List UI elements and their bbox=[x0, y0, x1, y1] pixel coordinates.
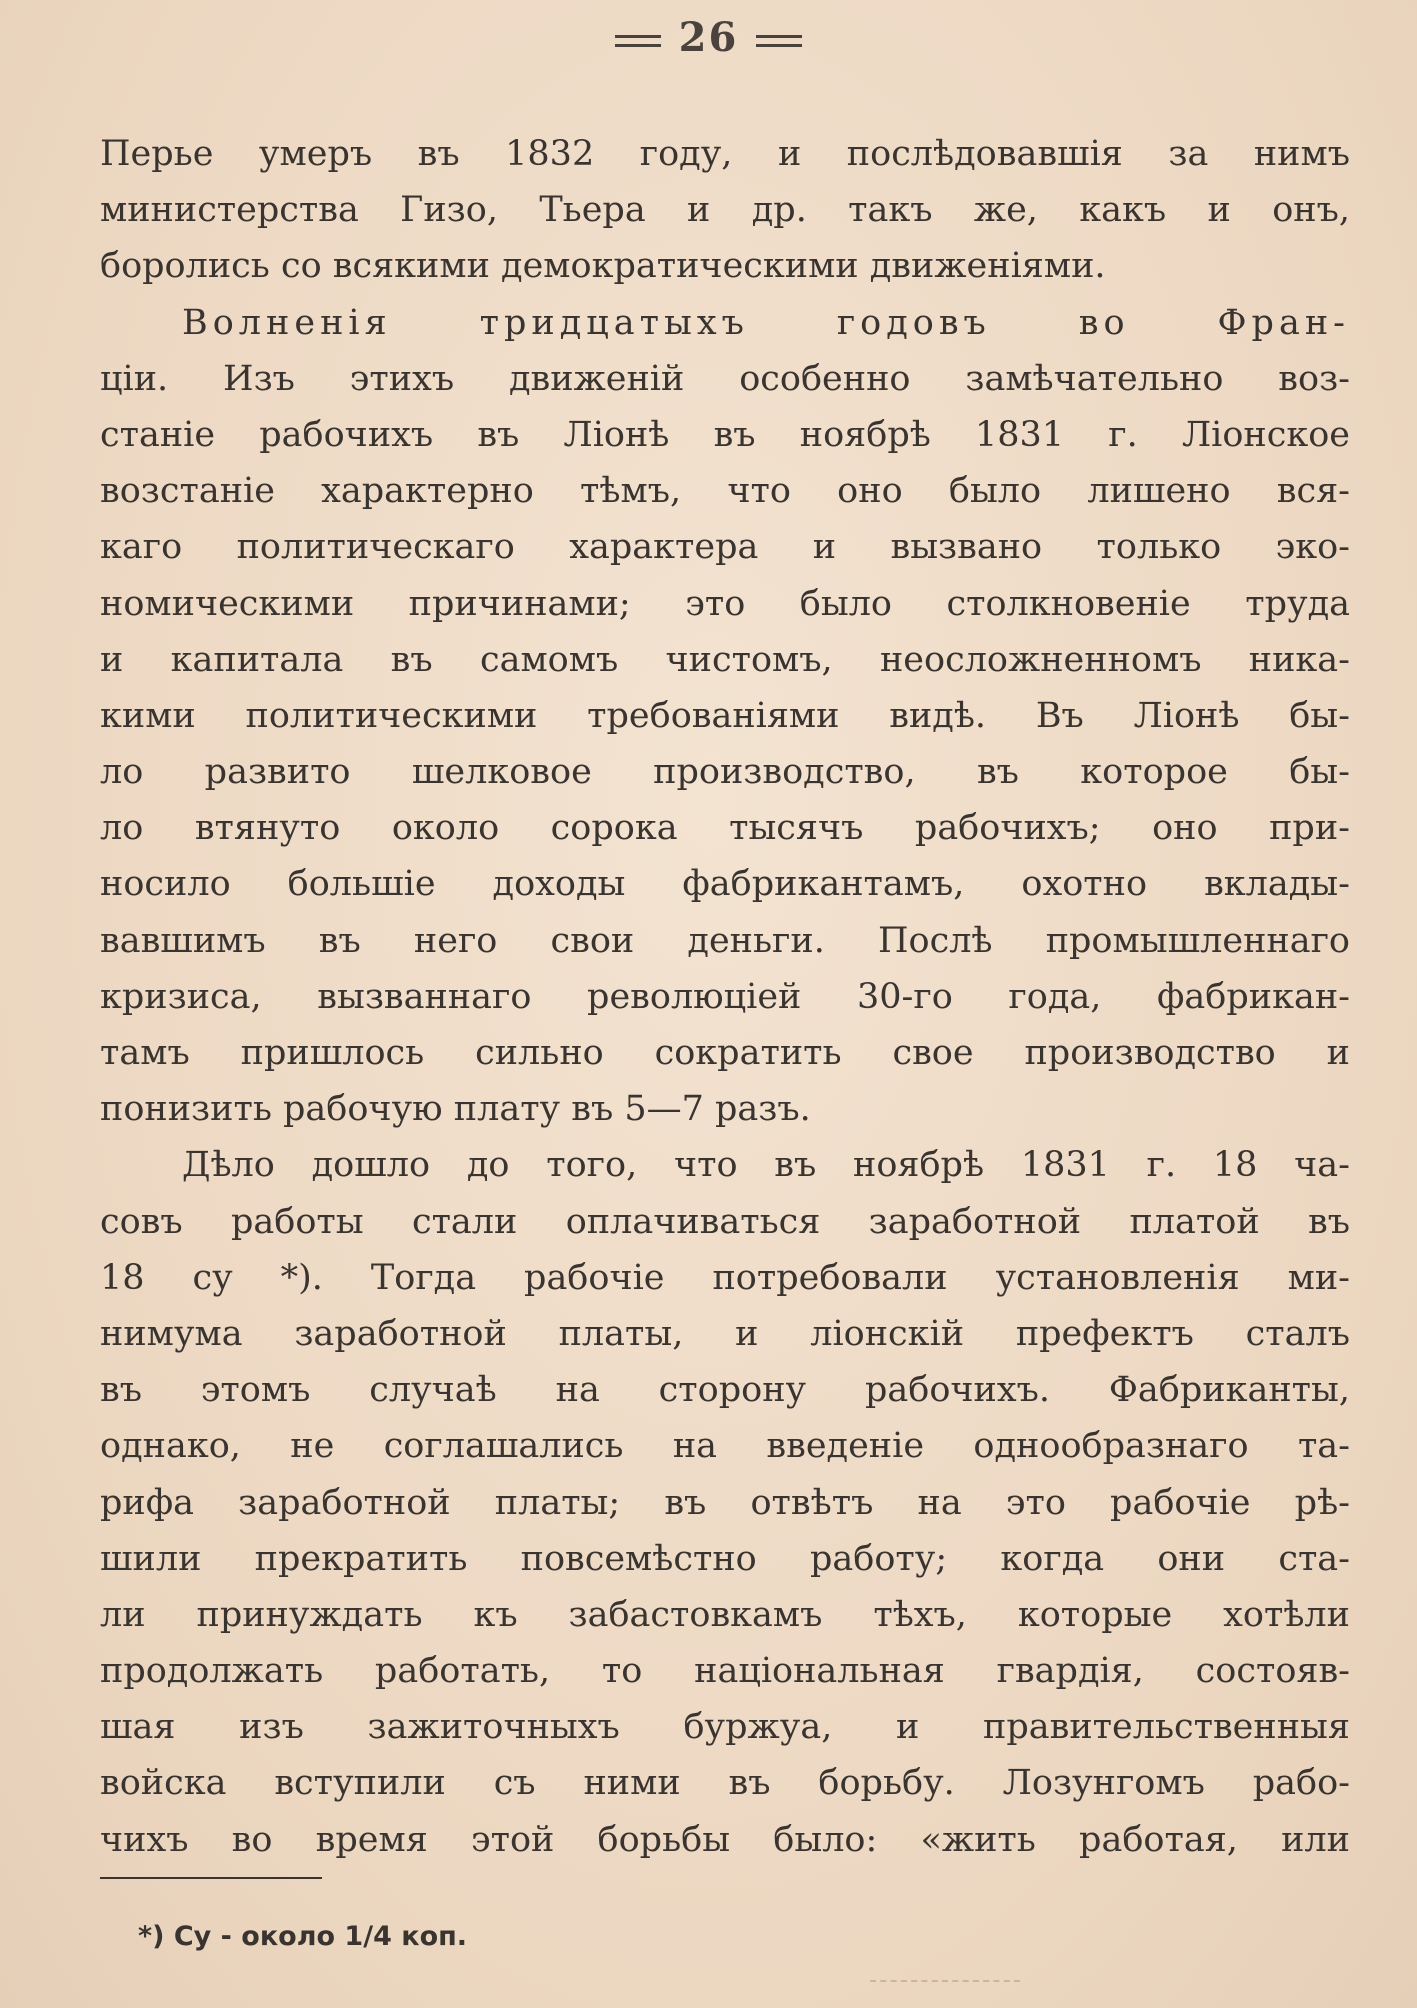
text-line: продолжать работать, то національная гвардія, состояв- bbox=[100, 1651, 1350, 1692]
text-line: кризиса, вызваннаго революціей 30-го года, фабрикан- bbox=[100, 976, 1350, 1017]
text-line: ли принуждать къ забастовкамъ тѣхъ, которые хотѣли bbox=[100, 1594, 1350, 1635]
text-line: Волненія тридцатыхъ годовъ во Фран- bbox=[182, 302, 1350, 343]
text-line: шили прекратить повсемѣстно работу; когда они ста- bbox=[100, 1538, 1350, 1579]
text-line: ціи. Изъ этихъ движеній особенно замѣчательно воз- bbox=[100, 358, 1350, 399]
text-line: войска вступили съ ними въ борьбу. Лозунгомъ рабо- bbox=[100, 1763, 1350, 1804]
text-line: Перье умеръ въ 1832 году, и послѣдовавшія за нимъ bbox=[100, 134, 1350, 174]
text-line: каго политическаго характера и вызвано только эко- bbox=[100, 527, 1350, 568]
text-line: кими политическими требованіями видѣ. Въ Ліонѣ бы- bbox=[100, 695, 1350, 736]
text-line: Дѣло дошло до того, что въ ноябрѣ 1831 г. 18 ча- bbox=[182, 1145, 1350, 1186]
text-line: нимума заработной платы, и ліонскій префектъ сталъ bbox=[100, 1313, 1350, 1354]
text-line: рифа заработной платы; въ отвѣтъ на это рабочіе рѣ- bbox=[100, 1482, 1350, 1523]
footnote-rule bbox=[100, 1877, 322, 1879]
text-line: вавшимъ въ него свои деньги. Послѣ промышленнаго bbox=[100, 920, 1350, 961]
text-line: однако, не соглашались на введеніе однообразнаго та- bbox=[100, 1426, 1350, 1467]
text-line: ло втянуто около сорока тысячъ рабочихъ; оно при- bbox=[100, 808, 1350, 849]
text-line: носило большіе доходы фабрикантамъ, охотно вклады- bbox=[100, 864, 1350, 905]
text-line: понизить рабочую плату въ 5—7 разъ. bbox=[100, 1089, 811, 1130]
text-line: возстаніе характерно тѣмъ, что оно было лишено вся- bbox=[100, 471, 1350, 512]
text-line: тамъ пришлось сильно сократить свое производство и bbox=[100, 1033, 1350, 1073]
text-line: боролись со всякими демократическими движеніями. bbox=[100, 246, 1106, 287]
text-line: станіе рабочихъ въ Ліонѣ въ ноябрѣ 1831 г. Ліонское bbox=[100, 414, 1350, 455]
text-line: совъ работы стали оплачиваться заработной платой въ bbox=[100, 1201, 1350, 1242]
text-line: и капитала въ самомъ чистомъ, неосложненномъ ника- bbox=[100, 639, 1350, 680]
text-line: номическими причинами; это было столкновеніе труда bbox=[100, 583, 1350, 624]
header-ornament-left bbox=[615, 35, 661, 47]
page-number: 26 bbox=[678, 14, 739, 61]
page-header bbox=[0, 14, 1417, 61]
body-text bbox=[100, 126, 1350, 1868]
text-line: въ этомъ случаѣ на сторону рабочихъ. Фабриканты, bbox=[100, 1370, 1350, 1411]
text-line: министерства Гизо, Тьера и др. такъ же, какъ и онъ, bbox=[100, 190, 1350, 231]
text-line: ло развито шелковое производство, въ которое бы- bbox=[100, 752, 1350, 793]
footnote: *) Су - около 1/4 коп. bbox=[138, 1921, 468, 1952]
text-line: шая изъ зажиточныхъ буржуа, и правительственныя bbox=[100, 1707, 1350, 1748]
header-ornament-right bbox=[756, 35, 802, 47]
page-smudge bbox=[870, 1980, 1020, 1982]
text-line: 18 су *). Тогда рабочіе потребовали установленія ми- bbox=[100, 1257, 1350, 1298]
text-line: чихъ во время этой борьбы было: «жить работая, или bbox=[100, 1819, 1350, 1860]
